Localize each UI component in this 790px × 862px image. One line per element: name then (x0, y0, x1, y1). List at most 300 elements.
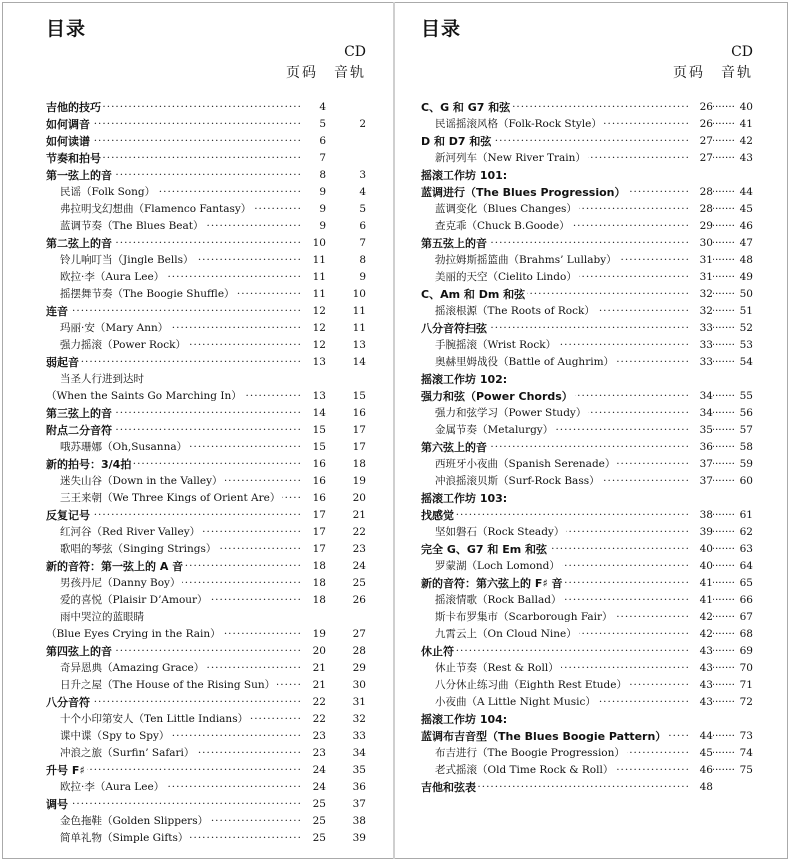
cd-track-number: 10 (352, 288, 366, 300)
cd-track-number: 11 (352, 322, 366, 334)
cd-track-number: 4 (359, 186, 366, 198)
toc-entry (421, 218, 753, 235)
toc-section-entry (46, 643, 366, 660)
toc-entry (421, 694, 753, 711)
cd-track-number: ········ 70 (715, 660, 753, 677)
cd-track-number: 37 (352, 798, 366, 810)
entry-title: 雨中哭泣的蓝眼睛 (46, 609, 146, 626)
page-number: 15 (304, 439, 326, 456)
toc-entry (421, 422, 753, 439)
entry-title: 西班牙小夜曲（Spanish Serenade） (421, 456, 617, 473)
entry-title: 节奏和拍号 (46, 152, 101, 165)
entry-title: 勃拉姆斯摇篮曲（Brahms’ Lullaby） (421, 252, 619, 269)
entry-title: 金属节奏（Metalurgy） (421, 422, 555, 439)
toc-section-entry (421, 490, 753, 507)
toc-entry (46, 184, 366, 201)
page-number: 11 (304, 252, 326, 269)
toc-entry (421, 252, 753, 269)
page-number: 22 (304, 711, 326, 728)
toc-entry (46, 371, 366, 388)
cd-track-number: 24 (352, 560, 366, 572)
entry-title: 新河列车（New River Train） (421, 150, 588, 167)
cd-track-number: ········ 52 (715, 320, 753, 337)
cd-track-number: ········ 43 (715, 150, 753, 167)
cd-track-number: ········ 41 (715, 116, 753, 133)
cd-track-number: ········ 63 (715, 541, 753, 558)
toc-entry (421, 354, 753, 371)
entry-title: 吉他和弦表 (421, 781, 476, 794)
entry-title: 八分休止练习曲（Eighth Rest Etude） (421, 677, 629, 694)
cd-track-number: 3 (359, 169, 366, 181)
page-number: 29 (691, 218, 713, 235)
toc-entry (46, 286, 366, 303)
entry-title: 升号 F♯ (46, 764, 85, 777)
toc-entry (421, 473, 753, 490)
toc-entry (421, 558, 753, 575)
page-number: 13 (304, 388, 326, 405)
toc-list (46, 99, 366, 847)
toc-entry (46, 439, 366, 456)
page-number: 27 (691, 150, 713, 167)
entry-title: 欧拉·李（Aura Lee） (46, 269, 166, 286)
cd-track-number: 8 (359, 254, 366, 266)
page-number: 23 (304, 728, 326, 745)
cd-track-number: ········ 54 (715, 354, 753, 371)
cd-track-number: ········ 67 (715, 609, 753, 626)
cd-track-number: 19 (352, 475, 366, 487)
cd-track-number: 38 (352, 815, 366, 827)
cd-track-number: 13 (352, 339, 366, 351)
page-number: 20 (304, 643, 326, 660)
cd-track-number: 5 (359, 203, 366, 215)
entry-title: 当圣人行进到达时 (46, 371, 146, 388)
entry-title: 强力摇滚（Power Rock） (46, 337, 188, 354)
toc-section-entry (421, 320, 753, 337)
entry-title: 三王来朝（We Three Kings of Orient Are） (46, 490, 282, 507)
toc-section-entry (46, 422, 366, 439)
toc-section-entry (46, 133, 366, 150)
toc-entry (46, 575, 366, 592)
page-number: 23 (304, 745, 326, 762)
page-number: 16 (304, 456, 326, 473)
toc-entry (46, 626, 366, 643)
entry-title: 吉他的技巧 (46, 101, 101, 114)
toc-list (421, 99, 753, 796)
page-number: 24 (304, 762, 326, 779)
cd-track-number: 29 (352, 662, 366, 674)
cd-track-number: ········ 45 (715, 201, 753, 218)
page-number: 25 (304, 796, 326, 813)
page-number: 9 (304, 201, 326, 218)
entry-title: 日升之屋（The House of the Rising Sun） (46, 677, 277, 694)
toc-entry (421, 269, 753, 286)
toc-entry (46, 473, 366, 490)
entry-title: 坚如磐石（Rock Steady） (421, 524, 566, 541)
cd-track-number: ········ 61 (715, 507, 753, 524)
page-number: 13 (304, 354, 326, 371)
cd-track-number: ········ 62 (715, 524, 753, 541)
cd-track-number: 22 (352, 526, 366, 538)
page-number: 31 (691, 269, 713, 286)
page-number: 12 (304, 337, 326, 354)
toc-section-entry (46, 456, 366, 473)
page-number: 35 (691, 422, 713, 439)
toc-section-entry (46, 405, 366, 422)
page-number: 5 (304, 116, 326, 133)
toc-section-entry (46, 235, 366, 252)
cd-track-number: 7 (359, 237, 366, 249)
cd-track-number: 30 (352, 679, 366, 691)
entry-title: 弗拉明戈幻想曲（Flamenco Fantasy） (46, 201, 253, 218)
entry-title: （Blue Eyes Crying in the Rain） (46, 626, 223, 643)
page-number: 33 (691, 354, 713, 371)
page-number: 32 (691, 286, 713, 303)
page-number: 42 (691, 609, 713, 626)
toc-entry (421, 150, 753, 167)
page-number: 11 (304, 286, 326, 303)
cd-track-number: 32 (352, 713, 366, 725)
toc-section-entry (421, 711, 753, 728)
cd-track-number: ········ 74 (715, 745, 753, 762)
page-number: 15 (304, 422, 326, 439)
entry-title: 摇滚工作坊 102: (421, 373, 508, 386)
toc-left-page (46, 0, 366, 862)
toc-entry (421, 405, 753, 422)
cd-track-number: ········ 40 (715, 99, 753, 116)
entry-title: 如何读谱 (46, 135, 90, 148)
page-number: 43 (691, 677, 713, 694)
toc-entry (421, 745, 753, 762)
cd-track-number: 28 (352, 645, 366, 657)
toc-heading: 目录 (421, 18, 462, 40)
page-number: 24 (304, 779, 326, 796)
cd-track-number: ········ 72 (715, 694, 753, 711)
entry-title: 布吉进行（The Boogie Progression） (421, 745, 627, 762)
cd-track-number: ········ 58 (715, 439, 753, 456)
cd-track-number: 2 (359, 118, 366, 130)
dot-leader (421, 507, 689, 524)
cd-track-number: ········ 51 (715, 303, 753, 320)
entry-title: 强力和弦（Power Chords） (421, 390, 573, 403)
toc-right-page (421, 0, 753, 862)
cd-track-number: 14 (352, 356, 366, 368)
page-gutter (393, 2, 395, 859)
page-number: 9 (304, 218, 326, 235)
page-number: 22 (304, 694, 326, 711)
page-border-left (2, 2, 3, 859)
toc-entry (421, 660, 753, 677)
cd-track-number: 34 (352, 747, 366, 759)
cd-track-number: ········ 73 (715, 728, 753, 745)
page-number: 16 (304, 473, 326, 490)
toc-section-entry (421, 286, 753, 303)
entry-title: 完全 G、G7 和 Em 和弦 (421, 543, 548, 556)
toc-section-entry (421, 507, 753, 524)
toc-section-entry (46, 116, 366, 133)
cd-track-number: ········ 47 (715, 235, 753, 252)
entry-title: 反复记号 (46, 509, 90, 522)
page-number: 26 (691, 99, 713, 116)
page-number: 8 (304, 167, 326, 184)
entry-title: 第五弦上的音 (421, 237, 487, 250)
dot-leader (421, 643, 689, 660)
toc-section-entry (421, 371, 753, 388)
page-number: 6 (304, 133, 326, 150)
entry-title: 冲浪之旅（Surfin’ Safari） (46, 745, 196, 762)
toc-entry (46, 830, 366, 847)
toc-section-entry (46, 354, 366, 371)
page-number: 25 (304, 830, 326, 847)
page-number: 38 (691, 507, 713, 524)
column-headers: 页码 音轨 (286, 65, 366, 81)
toc-section-entry (46, 150, 366, 167)
page-number: 32 (691, 303, 713, 320)
toc-section-entry (421, 439, 753, 456)
toc-section-entry (421, 541, 753, 558)
entry-title: 摇滚情歌（Rock Ballad） (421, 592, 563, 609)
page-number: 34 (691, 405, 713, 422)
entry-title: 第三弦上的音 (46, 407, 112, 420)
entry-title: 迷失山谷（Down in the Valley） (46, 473, 225, 490)
page-number: 19 (304, 626, 326, 643)
toc-section-entry (46, 167, 366, 184)
page-number: 28 (691, 201, 713, 218)
dot-leader (46, 354, 302, 371)
entry-title: 第二弦上的音 (46, 237, 112, 250)
entry-title: 红河谷（Red River Valley） (46, 524, 202, 541)
entry-title: 蓝调节奏（The Blues Beat） (46, 218, 206, 235)
page-number: 18 (304, 592, 326, 609)
entry-title: 找感觉 (421, 509, 454, 522)
toc-section-entry (46, 694, 366, 711)
toc-entry (46, 779, 366, 796)
page-number: 37 (691, 456, 713, 473)
entry-title: 男孩丹尼（Danny Boy） (46, 575, 182, 592)
cd-track-number: ········ 66 (715, 592, 753, 609)
entry-title: 新的拍号：3/4拍 (46, 458, 132, 471)
entry-title: 摇滚根源（The Roots of Rock） (421, 303, 597, 320)
entry-title: 九霄云上（On Cloud Nine） (421, 626, 579, 643)
toc-section-entry (46, 99, 366, 116)
toc-entry (46, 337, 366, 354)
page-number: 42 (691, 626, 713, 643)
cd-track-number: 16 (352, 407, 366, 419)
page-number: 18 (304, 575, 326, 592)
page-number: 43 (691, 643, 713, 660)
page-number: 10 (304, 235, 326, 252)
entry-title: 铃儿响叮当（Jingle Bells） (46, 252, 196, 269)
toc-heading: 目录 (46, 18, 87, 40)
entry-title: 冲浪摇滚贝斯（Surf-Rock Bass） (421, 473, 602, 490)
entry-title: 休止符 (421, 645, 454, 658)
entry-title: 摇滚工作坊 103: (421, 492, 508, 505)
cd-track-number: 39 (352, 832, 366, 844)
cd-track-number: ········ 71 (715, 677, 753, 694)
entry-title: C、Am 和 Dm 和弦 (421, 288, 526, 301)
cd-track-number: 27 (352, 628, 366, 640)
cd-track-number: ········ 42 (715, 133, 753, 150)
page-number: 41 (691, 575, 713, 592)
toc-section-entry (421, 99, 753, 116)
page-number: 26 (691, 116, 713, 133)
toc-entry (421, 201, 753, 218)
cd-track-number: ········ 65 (715, 575, 753, 592)
toc-section-entry (46, 762, 366, 779)
toc-entry (46, 813, 366, 830)
toc-entry (46, 490, 366, 507)
cd-track-number: 20 (352, 492, 366, 504)
cd-track-number: ········ 64 (715, 558, 753, 575)
toc-entry (421, 677, 753, 694)
cd-track-number: ········ 55 (715, 388, 753, 405)
entry-title: 手腕摇滚（Wrist Rock） (421, 337, 558, 354)
page-number: 33 (691, 320, 713, 337)
page-number: 17 (304, 524, 326, 541)
toc-section-entry (421, 643, 753, 660)
page-number: 34 (691, 388, 713, 405)
entry-title: 玛丽·安（Mary Ann） (46, 320, 170, 337)
page-number: 31 (691, 252, 713, 269)
cd-track-number: ········ 48 (715, 252, 753, 269)
cd-track-number: 15 (352, 390, 366, 402)
toc-section-entry (46, 558, 366, 575)
cd-track-number: ········ 59 (715, 456, 753, 473)
toc-entry (421, 303, 753, 320)
entry-title: 爱的喜悦（Plaisir D’Amour） (46, 592, 210, 609)
page-number: 12 (304, 303, 326, 320)
entry-title: D 和 D7 和弦 (421, 135, 492, 148)
entry-title: 新的音符：第一弦上的 A 音 (46, 560, 184, 573)
cd-track-number: 36 (352, 781, 366, 793)
toc-section-entry (421, 388, 753, 405)
toc-section-entry (421, 575, 753, 592)
toc-entry (421, 337, 753, 354)
toc-entry (421, 524, 753, 541)
entry-title: 休止节奏（Rest & Roll） (421, 660, 561, 677)
cd-track-number: 21 (352, 509, 366, 521)
entry-title: 罗蒙湖（Loch Lomond） (421, 558, 562, 575)
toc-entry (46, 609, 366, 626)
entry-title: 老式摇滚（Old Time Rock & Roll） (421, 762, 615, 779)
entry-title: 十个小印第安人（Ten Little Indians） (46, 711, 250, 728)
cd-track-number: ········ 50 (715, 286, 753, 303)
entry-title: 第六弦上的音 (421, 441, 487, 454)
page-number: 33 (691, 337, 713, 354)
entry-title: 摇滚工作坊 104: (421, 713, 508, 726)
toc-section-entry (46, 303, 366, 320)
entry-title: 奇异恩典（Amazing Grace） (46, 660, 206, 677)
page-number: 27 (691, 133, 713, 150)
entry-title: 附点二分音符 (46, 424, 112, 437)
cd-track-number: 33 (352, 730, 366, 742)
entry-title: 摇摆舞节奏（The Boogie Shuffle） (46, 286, 237, 303)
toc-entry (46, 269, 366, 286)
entry-title: 第一弦上的音 (46, 169, 112, 182)
toc-entry (46, 660, 366, 677)
entry-title: C、G 和 G7 和弦 (421, 101, 511, 114)
entry-title: 美丽的天空（Cielito Lindo） (421, 269, 579, 286)
toc-entry (46, 320, 366, 337)
cd-track-number: ········ 49 (715, 269, 753, 286)
cd-track-number: 9 (359, 271, 366, 283)
entry-title: 谍中谍（Spy to Spy） (46, 728, 171, 745)
entry-title: 新的音符：第六弦上的 F♯ 音 (421, 577, 563, 590)
page-number: 18 (304, 558, 326, 575)
page-border-right (787, 2, 788, 859)
cd-track-number: ········ 60 (715, 473, 753, 490)
page-number: 43 (691, 694, 713, 711)
page-number: 28 (691, 184, 713, 201)
page-number: 9 (304, 184, 326, 201)
cd-track-number: 18 (352, 458, 366, 470)
toc-entry (421, 592, 753, 609)
cd-track-number: 31 (352, 696, 366, 708)
page-number: 40 (691, 541, 713, 558)
toc-section-entry (46, 796, 366, 813)
cd-track-number: 35 (352, 764, 366, 776)
page-number: 40 (691, 558, 713, 575)
toc-entry (421, 626, 753, 643)
entry-title: 民谣（Folk Song） (46, 184, 157, 201)
cd-track-number: ········ 57 (715, 422, 753, 439)
entry-title: 八分音符 (46, 696, 90, 709)
entry-title: 第四弦上的音 (46, 645, 112, 658)
page-number: 17 (304, 541, 326, 558)
toc-section-entry (421, 167, 753, 184)
cd-label: CD (344, 44, 366, 60)
cd-track-number: ········ 68 (715, 626, 753, 643)
entry-title: 摇滚工作坊 101: (421, 169, 508, 182)
entry-title: 蓝调进行（The Blues Progression） (421, 186, 626, 199)
page-number: 30 (691, 235, 713, 252)
page-number: 41 (691, 592, 713, 609)
toc-entry (421, 116, 753, 133)
page-number: 21 (304, 677, 326, 694)
toc-section-entry (46, 507, 366, 524)
entry-title: 八分音符扫弦 (421, 322, 487, 335)
toc-entry (46, 745, 366, 762)
page-number: 43 (691, 660, 713, 677)
page-number: 44 (691, 728, 713, 745)
column-headers: 页码 音轨 (673, 65, 753, 81)
cd-track-number: 6 (359, 220, 366, 232)
cd-label: CD (731, 44, 753, 60)
cd-track-number: 17 (352, 441, 366, 453)
entry-title: 哦苏珊娜（Oh,Susanna） (46, 439, 189, 456)
page-number: 17 (304, 507, 326, 524)
toc-entry (421, 456, 753, 473)
page-number: 37 (691, 473, 713, 490)
entry-title: 民谣摇滚风格（Folk-Rock Style） (421, 116, 604, 133)
page-number: 46 (691, 762, 713, 779)
page-number: 48 (691, 779, 713, 796)
cd-track-number: 11 (352, 305, 366, 317)
entry-title: 欧拉·李（Aura Lee） (46, 779, 166, 796)
entry-title: 简单礼物（Simple Gifts） (46, 830, 190, 847)
toc-entry (46, 541, 366, 558)
page-number: 16 (304, 490, 326, 507)
entry-title: 斯卡布罗集市（Scarborough Fair） (421, 609, 615, 626)
toc-section-entry (421, 184, 753, 201)
toc-section-entry (421, 133, 753, 150)
cd-track-number: ········ 53 (715, 337, 753, 354)
toc-entry (46, 252, 366, 269)
entry-title: 蓝调变化（Blues Changes） (421, 201, 579, 218)
entry-title: （When the Saints Go Marching In） (46, 388, 244, 405)
page-number: 39 (691, 524, 713, 541)
page-number: 11 (304, 269, 326, 286)
cd-track-number: ········ 75 (715, 762, 753, 779)
